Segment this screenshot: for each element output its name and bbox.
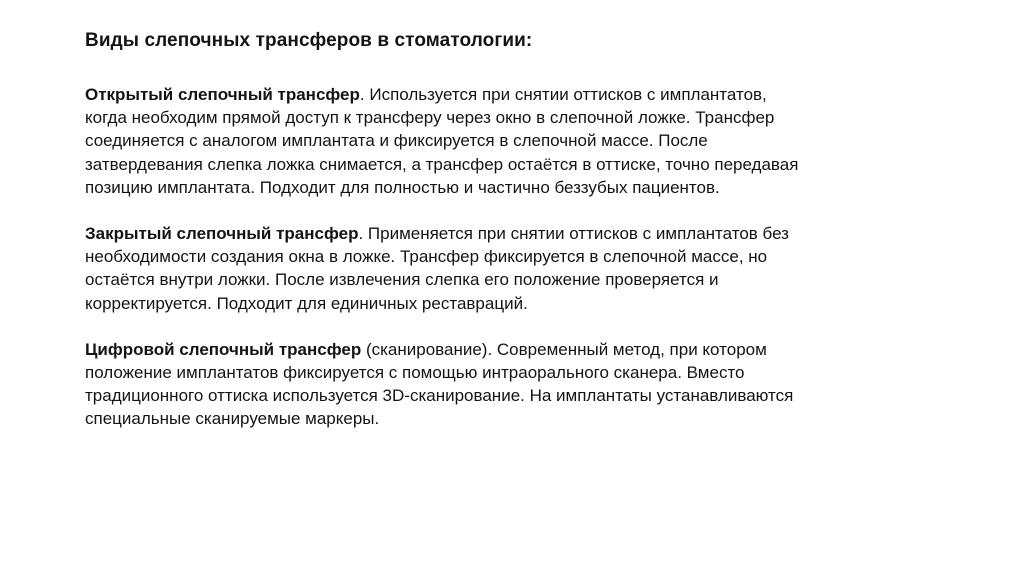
paragraph-closed-transfer [85, 222, 807, 315]
paragraph-closed-transfer-lead: Закрытый слепочный трансфер [85, 224, 359, 244]
paragraph-closed-transfer-body: . Применяется при снятии оттисков с имплантатов без необходимости создания окна в ложке. Трансфер фиксируется в слепочной массе, но остаётся внутри ложки. После извлечения слепка его положение проверяется и корректируется. Подходит для единичных реставраций. [85, 224, 789, 313]
slide-content [85, 28, 807, 454]
paragraph-open-transfer-lead: Открытый слепочный трансфер [85, 85, 360, 104]
page-title: Виды слепочных трансферов в стоматологии: [85, 30, 533, 51]
paragraph-digital-transfer-lead: Цифровой слепочный трансфер [85, 339, 362, 359]
paragraph-digital-transfer-body: (сканирование). Современный метод, при котором положение имплантатов фиксируется с помощью интраорального сканера. Вместо традиционного оттиска используется 3D-сканирование. На имплантаты устанавливаются специальные сканируемые маркеры. [85, 339, 794, 429]
paragraph-open-transfer-body: . Используется при снятии оттисков с имплантатов, когда необходим прямой доступ к трансферу через окно в слепочной ложке. Трансфер соединяется с аналогом имплантата и фиксируется в слепочной массе. После затвердевания слепка ложка снимается, а трансфер остаётся в оттиске, точно передавая позицию имплантата. Подходит для полностью и частично беззубых пациентов. [85, 85, 799, 197]
paragraph-digital-transfer [85, 338, 807, 431]
paragraph-open-transfer [85, 83, 807, 199]
